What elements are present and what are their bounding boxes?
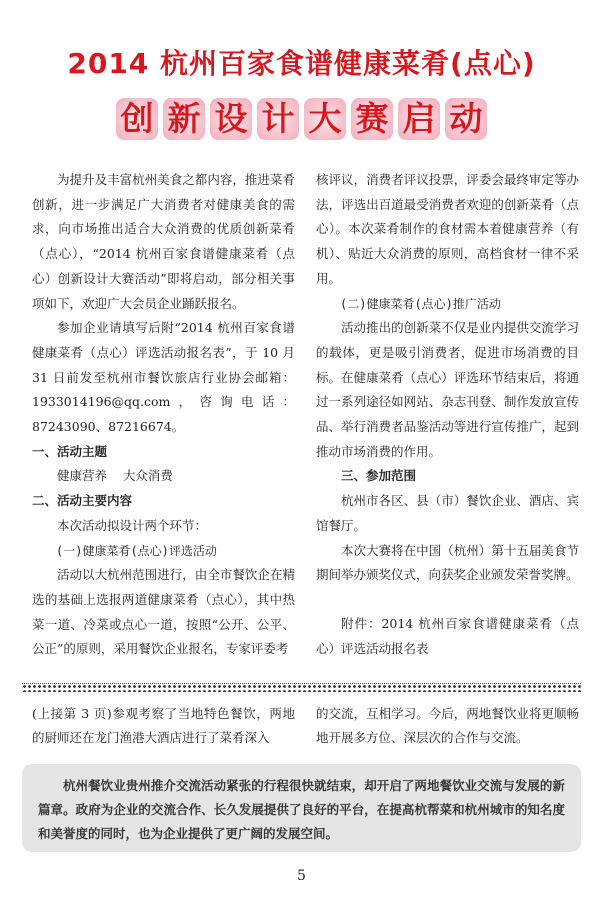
continued-paragraph: (上接第 3 页)参观考察了当地特色餐饮，两地的厨师还在龙门渔港大酒店进行了菜肴深入 bbox=[32, 706, 295, 745]
headline-char: 赛 bbox=[351, 98, 393, 140]
article-paragraph: 健康营养 大众消费 bbox=[57, 468, 173, 484]
page-number: 5 bbox=[297, 868, 306, 884]
subsection-heading: (二)健康菜肴(点心)推广活动 bbox=[340, 296, 501, 311]
headline-char: 设 bbox=[210, 98, 252, 140]
continued-paragraph: 的交流，互相学习。今后，两地餐饮业将更顺畅地开展多方位、深层次的合作与交流。 bbox=[316, 706, 579, 745]
headline-char: 新 bbox=[163, 98, 205, 140]
article-paragraph: 本次活动拟设计两个环节： bbox=[57, 517, 208, 533]
section-heading: 一、活动主题 bbox=[32, 443, 108, 459]
headline-char: 创 bbox=[116, 98, 158, 140]
headline-char: 启 bbox=[398, 98, 440, 140]
article-paragraph: 本次大赛将在中国（杭州）第十五届美食节期间举办颁奖仪式，向获奖企业颁发荣誉奖牌。 bbox=[316, 542, 579, 583]
headline-line2 bbox=[0, 98, 603, 146]
headline-line1: 2014 杭州百家食谱健康菜肴(点心) bbox=[67, 47, 536, 80]
article-paragraph: 为提升及丰富杭州美食之都内容，推进菜肴创新，进一步满足广大消费者对健康美食的需求，向市场推出适合大众消费的优质创新菜肴（点心），“2014 杭州百家食谱健康菜肴（点心）创新设计大赛活动”即将启动，部分相关事项如下，欢迎广大会员企业踊跃报名。 bbox=[32, 172, 295, 311]
article-paragraph: 杭州市各区、县（市）餐饮企业、酒店、宾馆餐厅。 bbox=[316, 493, 579, 533]
article-paragraph: 参加企业请填写后附“2014 杭州百家食谱健康菜肴（点心）评选活动报名表”，于 10 月 31 日前发至杭州市餐饮旅店行业协会邮箱：1933014196@qq.com，咨询电话：87243090、87216674。 bbox=[32, 320, 295, 435]
section-heading: 三、参加范围 bbox=[341, 468, 417, 484]
continued-text-left bbox=[32, 702, 295, 750]
summary-text: 杭州餐饮业贵州推介交流活动紧张的行程很快就结束，却开启了两地餐饮业交流与发展的新篇章。政府为企业的交流合作、长久发展提供了良好的平台，在提高杭帮菜和杭州城市的知名度和美誉度的同时，也为企业提供了更广阔的发展空间。 bbox=[38, 778, 565, 841]
article-paragraph: 活动以大杭州范围进行，由全市餐饮企在精选的基础上选报两道健康菜肴（点心），其中热菜一道、冷菜或点心一道，按照“公开、公平、公正”的原则，采用餐饮企业报名，专家评委考 bbox=[32, 567, 295, 657]
attachment-note: 附件：2014 杭州百家食谱健康菜肴（点心）评选活动报名表 bbox=[316, 615, 579, 656]
article-column-left bbox=[32, 168, 295, 662]
dotted-divider bbox=[22, 683, 581, 692]
subsection-heading: (一)健康菜肴(点心)评选活动 bbox=[56, 543, 217, 558]
headline-char: 计 bbox=[257, 98, 299, 140]
article-paragraph: 核评议，消费者评议投票，评委会最终审定等办法，评选出百道最受消费者欢迎的创新菜肴（点心）。本次菜肴制作的食材需本着健康营养（有机）、贴近大众消费的原则，高档食材一律不采用。 bbox=[316, 172, 579, 286]
continued-text-right bbox=[316, 702, 579, 750]
headline-char: 大 bbox=[304, 98, 346, 140]
article-column-right bbox=[316, 168, 579, 661]
summary-box bbox=[22, 764, 581, 852]
article-paragraph: 活动推出的创新菜不仅是业内提供交流学习的载体，更是吸引消费者，促进市场消费的目标。在健康菜肴（点心）评选环节结束后，将通过一系列途径如网站、杂志刊登、制作发放宣传品、举行消费者品鉴活动等进行宣传推广，起到推动市场消费的作用。 bbox=[316, 320, 579, 459]
section-heading: 二、活动主要内容 bbox=[32, 493, 133, 509]
headline-char: 动 bbox=[445, 98, 487, 140]
